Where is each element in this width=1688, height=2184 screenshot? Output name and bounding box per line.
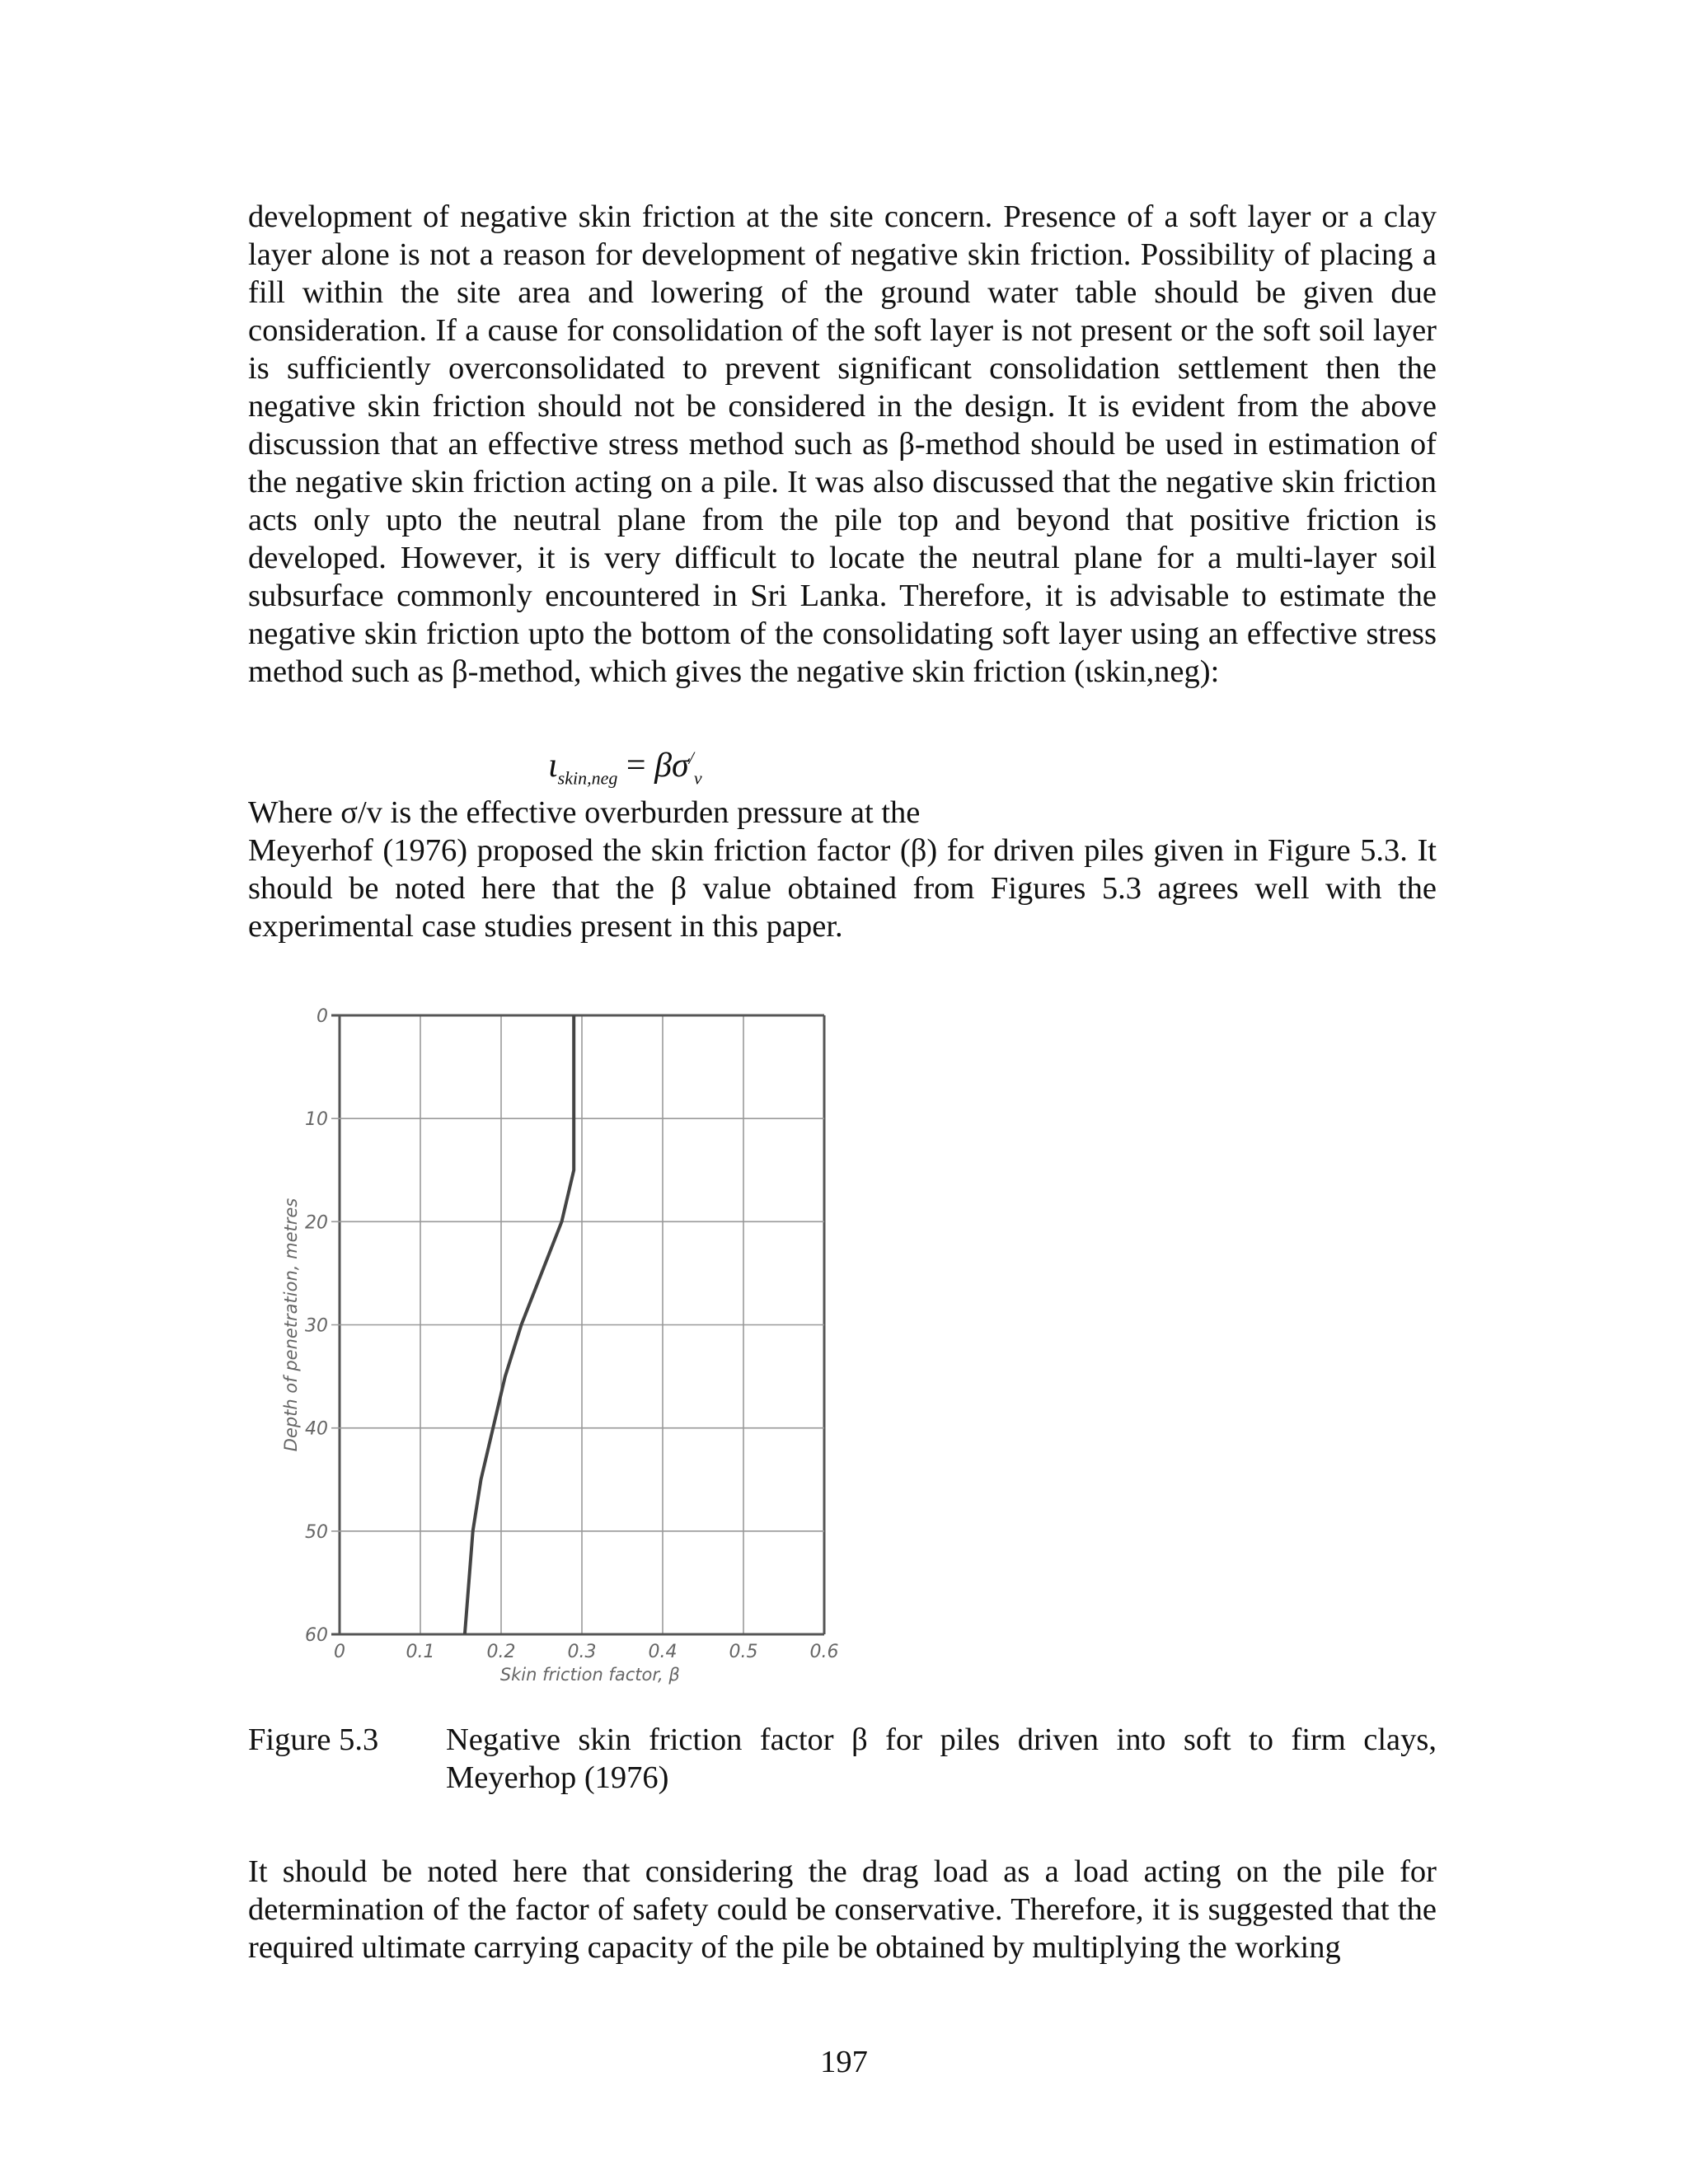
paragraph-line: Where σ/v is the effective overburden pressure at the [248,795,921,830]
x-tick-label: 0 [334,1642,345,1662]
y-axis-title: Depth of penetration, metres [281,1197,301,1452]
equation-negative-skin-friction [548,746,702,789]
skin-friction-chart [272,993,882,1718]
x-tick-label: 0.5 [729,1642,758,1662]
x-tick-label: 0.2 [486,1642,516,1662]
eq-operator: = [626,747,646,785]
y-tick-label: 50 [305,1521,328,1543]
figure-5-3 [272,993,882,1718]
chart-ticks [305,1006,839,1662]
x-tick-label: 0.3 [567,1642,597,1662]
paragraph-text: It should be noted here that considering the drag load as a load acting on the pile for determination of the factor of safety could be conservative. Therefore, it is suggested that the required ultimate carrying capacity of the pile be obtained by multiplying the working [248,1854,1437,1965]
paragraph-text: Meyerhof (1976) proposed the skin friction factor (β) for driven piles given in Figure 5.3. It should be noted here that the β value obtained from Figures 5.3 agrees well with the experimental case studies present in this paper. [248,833,1437,944]
body-paragraph-1 [248,198,1437,691]
eq-rhs: βσ [654,747,689,785]
chart-grid [331,1015,824,1634]
eq-rhs-sup: / [688,748,694,768]
caption-text: Negative skin friction factor β for piles driven into soft to firm clays, Meyerhop (1976) [446,1722,1437,1795]
paragraph-text: development of negative skin friction at the site concern. Presence of a soft layer or a clay layer alone is not a reason for development of negative skin friction. Possibility of placing a fill within the site area and lowering of the ground water table should be given due consideration. If a cause for consolidation of the soft layer is not present or the soft soil layer is sufficiently overconsolidated to prevent significant consolidation settlement then the negative skin friction should not be considered in the design. It is evident from the above discussion that an effective stress method such as β-method should be used in estimation of the negative skin friction acting on a pile. It was also discussed that the negative skin friction acts only upto the neutral plane from the pile top and beyond that positive friction is developed. However, it is very difficult to locate the neutral plane for a multi-layer soil subsurface commonly encountered in Sri Lanka. Therefore, it is advisable to estimate the negative skin friction upto the bottom of the consolidating soft layer using an effective stress method such as β-method, which gives the negative skin friction (ιskin,neg): [248,199,1437,689]
y-tick-label: 60 [305,1625,328,1646]
page-number: 197 [820,2045,868,2079]
caption-label: Figure 5.3 [248,1722,379,1757]
eq-lhs: ι [548,747,558,785]
y-tick-label: 10 [305,1109,328,1131]
x-axis-title: Skin friction factor, β [499,1665,680,1685]
eq-rhs-sub: v [693,767,702,789]
y-tick-label: 0 [316,1006,328,1027]
body-paragraph-3 [248,1853,1437,1966]
body-paragraph-2 [248,794,1437,945]
x-tick-label: 0.4 [648,1642,678,1662]
y-tick-label: 30 [305,1315,328,1337]
x-tick-label: 0.1 [406,1642,435,1662]
y-tick-label: 40 [305,1418,328,1440]
x-tick-label: 0.6 [809,1642,839,1662]
eq-lhs-sub: skin,neg [557,767,618,789]
y-tick-label: 20 [305,1212,328,1234]
